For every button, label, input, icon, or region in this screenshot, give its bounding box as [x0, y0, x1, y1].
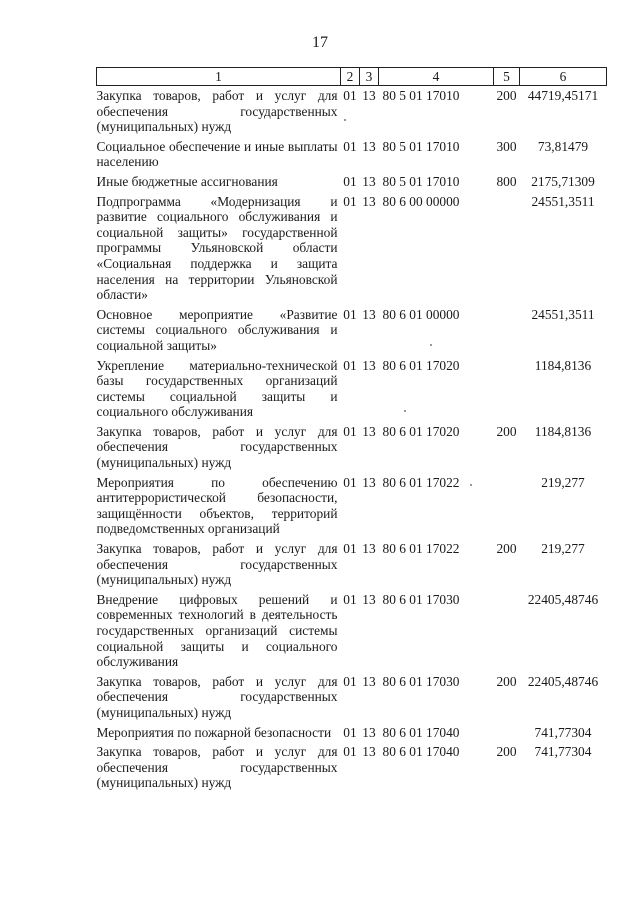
table-row [97, 590, 607, 672]
row-section: 01 [343, 673, 357, 689]
scan-speck [430, 344, 432, 346]
page-number: 17 [312, 34, 328, 51]
row-expense-type: 800 [496, 173, 517, 189]
table-row [97, 473, 607, 539]
row-amount: 44719,45171 [527, 88, 599, 103]
row-section: 01 [343, 306, 357, 322]
header-col-6: 6 [520, 68, 607, 86]
header-col-4: 4 [379, 68, 494, 86]
header-col-3: 3 [360, 68, 379, 86]
row-target-code: 80 6 01 17022 [382, 474, 460, 490]
row-subsection: 13 [362, 541, 376, 557]
row-expense-type [494, 356, 520, 422]
row-name: Подпрограмма «Модернизация и развитие социального обслуживания и социальной защиты» государственной программы Ульяновской области «Социальная поддержка и защита населения на территории Ульяновской области» [96, 193, 338, 303]
row-amount: 73,81479 [537, 138, 589, 154]
row-amount: 24551,3511 [531, 193, 595, 209]
table-row [97, 539, 607, 590]
table-row [97, 172, 607, 192]
row-amount: 22405,48746 [527, 673, 599, 689]
scan-speck [404, 410, 406, 412]
row-target-code: 80 6 01 17040 [382, 724, 460, 740]
row-name: Закупка товаров, работ и услуг для обеспечения государственных (муниципальных) нужд [96, 541, 338, 588]
header-col-5: 5 [494, 68, 520, 86]
scan-speck [470, 484, 472, 486]
row-subsection: 13 [362, 193, 376, 209]
row-subsection: 13 [362, 173, 376, 189]
row-amount: 219,277 [541, 474, 585, 490]
table-row [97, 742, 607, 793]
row-target-code: 80 6 01 17030 [382, 591, 460, 607]
row-target-code: 80 5 01 17010 [382, 173, 460, 189]
row-subsection: 13 [362, 724, 376, 740]
table-header-row [97, 68, 607, 86]
row-target-code: 80 6 01 17022 [382, 541, 460, 557]
row-target-code: 80 5 01 17010 [382, 138, 460, 154]
row-amount: 741,77304 [534, 744, 592, 760]
row-amount: 22405,48746 [527, 591, 599, 607]
row-target-code: 80 5 01 17010 [382, 88, 460, 103]
scan-speck [344, 119, 346, 121]
row-target-code: 80 6 01 17020 [382, 357, 460, 373]
row-subsection: 13 [362, 423, 376, 439]
row-section: 01 [343, 724, 357, 740]
table-row [97, 422, 607, 473]
row-subsection: 13 [362, 306, 376, 322]
row-subsection: 13 [362, 591, 376, 607]
row-expense-type [494, 473, 520, 539]
budget-table [96, 67, 607, 793]
row-expense-type: 200 [496, 88, 517, 103]
row-name: Социальное обеспечение и иные выплаты населению [96, 138, 338, 170]
row-amount: 1184,8136 [534, 357, 592, 373]
row-name: Укрепление материально-технической базы государственных организаций системы социальной защиты и социального обслуживания [96, 357, 338, 420]
row-amount: 2175,71309 [531, 173, 595, 189]
row-section: 01 [343, 357, 357, 373]
table-row [97, 86, 607, 137]
row-amount: 1184,8136 [534, 423, 592, 439]
row-subsection: 13 [362, 88, 376, 103]
row-name: Основное мероприятие «Развитие системы социального обслуживания и социальной защиты» [96, 306, 338, 353]
row-expense-type: 200 [496, 744, 517, 760]
row-section: 01 [343, 541, 357, 557]
row-section: 01 [343, 423, 357, 439]
row-name: Внедрение цифровых решений и современных технологий в деятельность государственных организаций системы социальной защиты и социального обслуживания [96, 591, 338, 670]
row-expense-type: 200 [496, 673, 517, 689]
row-expense-type: 200 [496, 423, 517, 439]
row-target-code: 80 6 00 00000 [382, 193, 460, 209]
row-name: Закупка товаров, работ и услуг для обеспечения государственных (муниципальных) нужд [96, 423, 338, 471]
row-name: Закупка товаров, работ и услуг для обеспечения государственных (муниципальных) нужд [96, 673, 338, 720]
row-expense-type: 200 [496, 541, 517, 557]
row-amount: 24551,3511 [531, 306, 595, 322]
row-target-code: 80 6 01 17040 [382, 744, 460, 760]
row-expense-type: 300 [496, 138, 517, 154]
row-expense-type [494, 305, 520, 356]
row-section: 01 [343, 173, 357, 189]
table-row [97, 356, 607, 422]
row-subsection: 13 [362, 744, 376, 760]
row-name: Иные бюджетные ассигнования [96, 173, 278, 189]
row-section: 01 [343, 744, 357, 760]
row-subsection: 13 [362, 138, 376, 154]
table-row [97, 305, 607, 356]
table-row [97, 723, 607, 743]
row-section: 01 [343, 591, 357, 607]
row-name: Закупка товаров, работ и услуг для обеспечения государственных (муниципальных) нужд [96, 88, 338, 135]
row-subsection: 13 [362, 357, 376, 373]
row-subsection: 13 [362, 474, 376, 490]
row-amount: 741,77304 [534, 724, 592, 740]
row-target-code: 80 6 01 00000 [382, 306, 460, 322]
row-name: Мероприятия по обеспечению антитеррористической безопасности, защищённости объектов, территорий подведомственных организаций [96, 474, 338, 537]
row-section: 01 [343, 474, 357, 490]
row-target-code: 80 6 01 17030 [382, 673, 460, 689]
header-col-1: 1 [97, 68, 341, 86]
row-expense-type [494, 590, 520, 672]
header-col-2: 2 [341, 68, 360, 86]
table-row [97, 672, 607, 723]
row-amount: 219,277 [541, 541, 585, 557]
table-row [97, 137, 607, 172]
row-subsection: 13 [362, 673, 376, 689]
row-expense-type [494, 192, 520, 305]
row-name: Закупка товаров, работ и услуг для обеспечения государственных (муниципальных) нужд [96, 744, 338, 791]
row-section: 01 [343, 88, 357, 103]
row-name: Мероприятия по пожарной безопасности [96, 724, 332, 740]
row-target-code: 80 6 01 17020 [382, 423, 460, 439]
row-section: 01 [343, 193, 357, 209]
row-section: 01 [343, 138, 357, 154]
table-row [97, 192, 607, 305]
row-expense-type [494, 723, 520, 743]
